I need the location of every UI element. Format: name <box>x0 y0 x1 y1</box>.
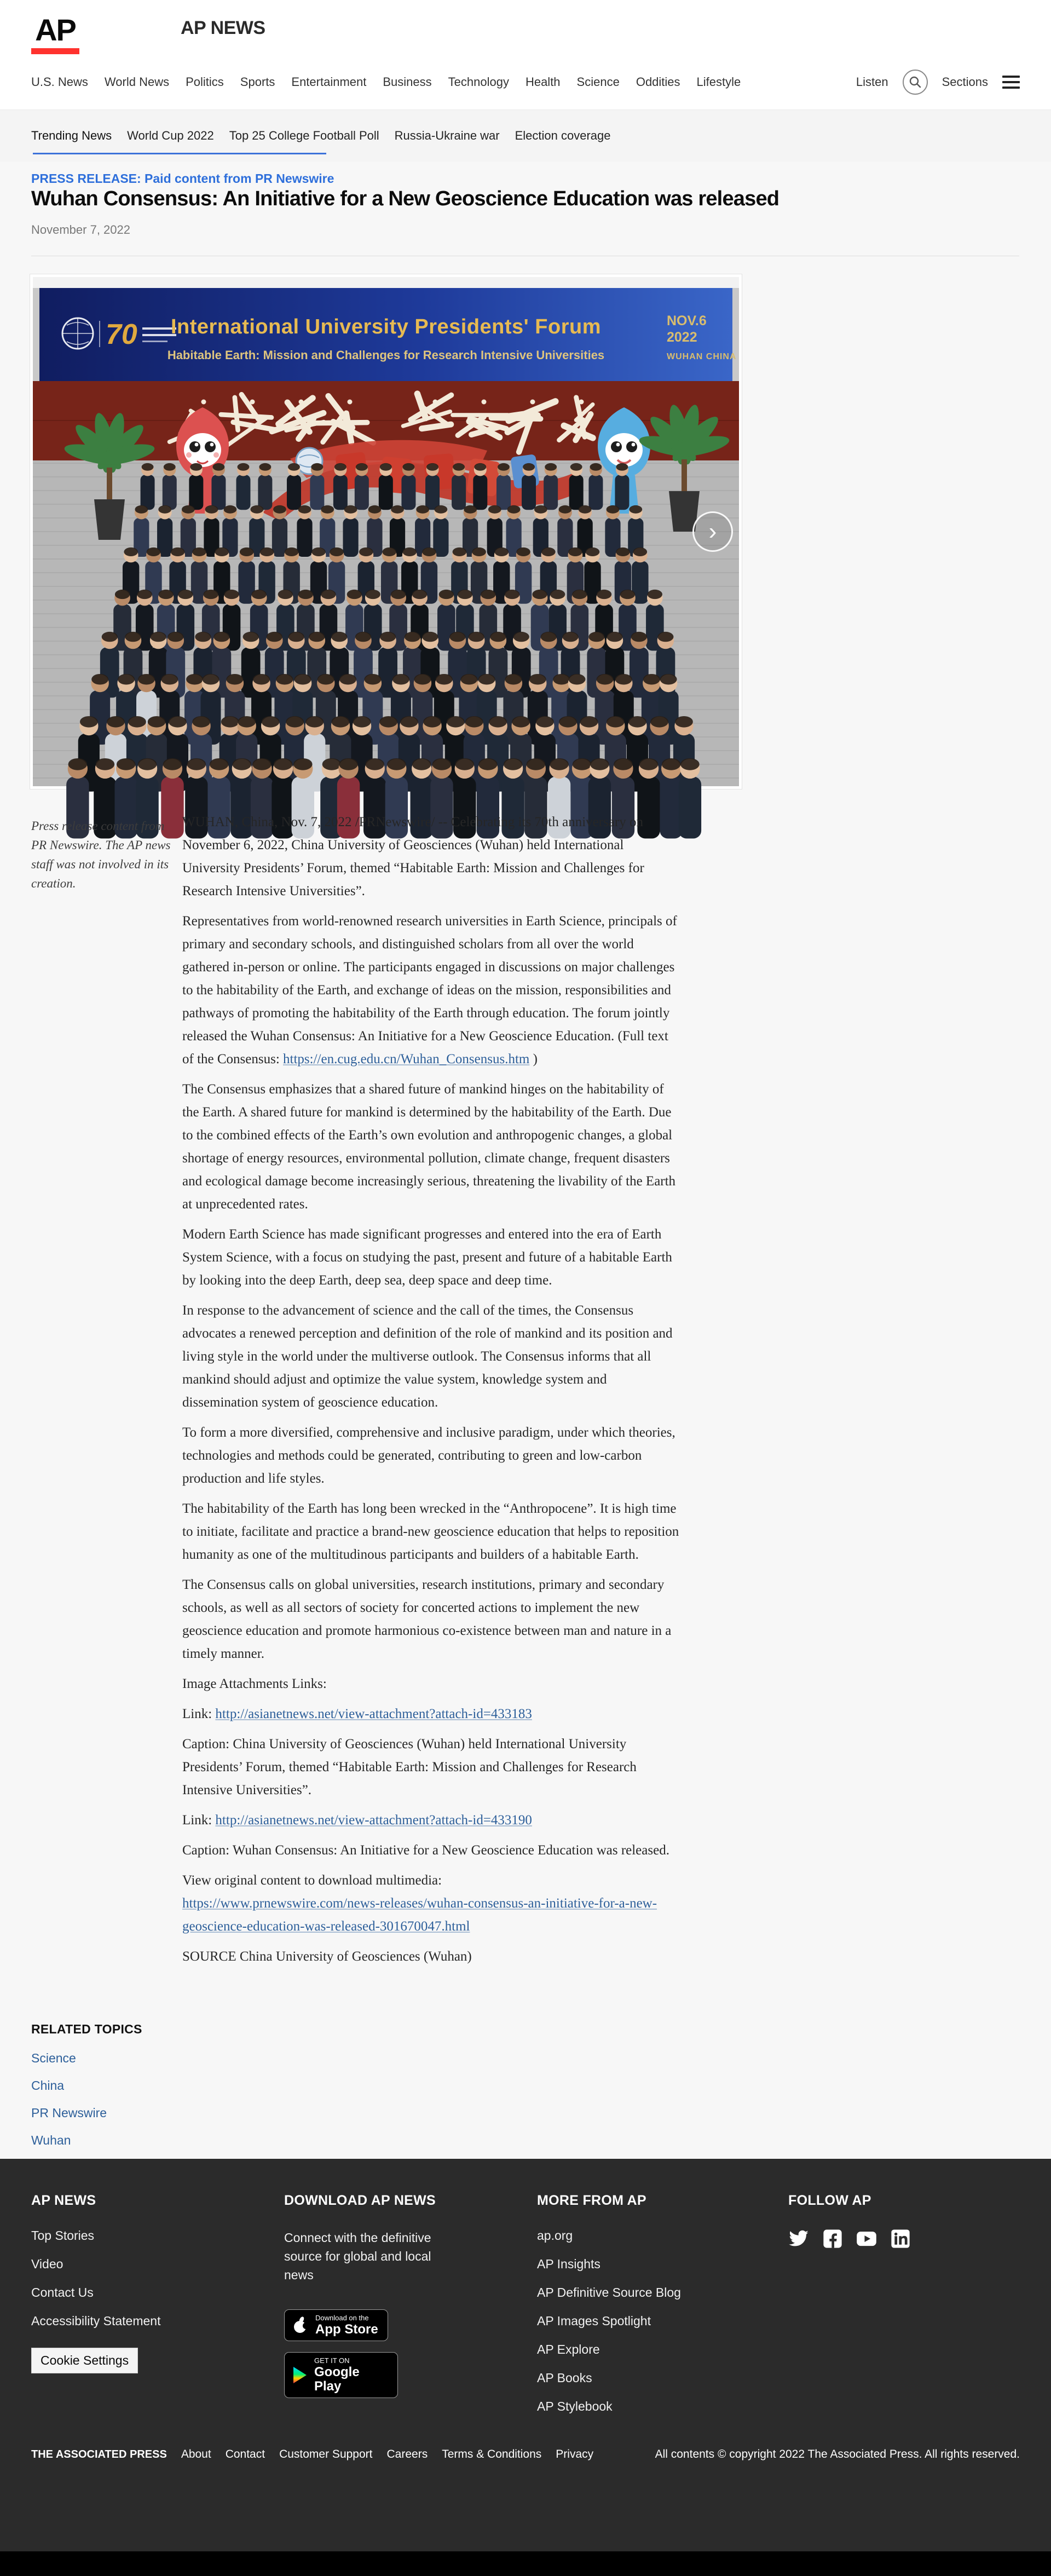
article-date: November 7, 2022 <box>31 223 130 237</box>
article-photo <box>30 274 742 789</box>
footer-col-more <box>537 2193 767 2428</box>
article-body <box>182 811 682 1975</box>
footer-bottom-link-customer-support[interactable]: Customer Support <box>279 2448 373 2460</box>
main-nav <box>0 55 1051 110</box>
youtube-icon[interactable] <box>856 2228 877 2252</box>
nav-right <box>856 70 1020 95</box>
banner-date-line2: 2022 <box>667 330 697 345</box>
footer-bottom-link-privacy[interactable]: Privacy <box>556 2448 594 2460</box>
sections-button[interactable]: Sections <box>942 75 988 89</box>
group-photo-illustration <box>33 277 739 786</box>
nav-item-lifestyle[interactable]: Lifestyle <box>696 75 741 89</box>
footer-link-ap-definitive-source-blog[interactable]: AP Definitive Source Blog <box>537 2285 681 2300</box>
footer-bottom-link-careers[interactable]: Careers <box>386 2448 428 2460</box>
footer-heading-follow: FOLLOW AP <box>788 2193 871 2208</box>
article-paragraph: Caption: China University of Geosciences (Wuhan) held International University Presidents’ Forum, themed “Habitable Earth: Mission and Challenges for Research Intensive Universities”. <box>182 1737 637 1797</box>
ap-logo-text: AP <box>35 12 76 47</box>
nav-item-entertainment[interactable]: Entertainment <box>291 75 367 89</box>
related-topic-china[interactable]: China <box>31 2078 65 2093</box>
footer-col-follow <box>788 2193 963 2252</box>
listen-button[interactable]: Listen <box>856 75 888 89</box>
footer-bottom-link-terms-conditions[interactable]: Terms & Conditions <box>442 2448 542 2460</box>
nav-items <box>31 75 741 89</box>
page-title: Wuhan Consensus: An Initiative for a New Geoscience Education was released <box>31 187 779 210</box>
press-release-kicker[interactable]: PRESS RELEASE: Paid content from PR Newswire <box>31 171 334 186</box>
footer-link-contact-us[interactable]: Contact Us <box>31 2285 94 2300</box>
footer-heading-download: DOWNLOAD AP NEWS <box>284 2193 436 2208</box>
nav-item-world-news[interactable]: World News <box>104 75 170 89</box>
banner-title: International University Presidents' Forum <box>171 315 601 338</box>
trending-item-election-coverage[interactable]: Election coverage <box>515 129 611 142</box>
footer-bottom-bar <box>31 2448 1020 2461</box>
footer-link-ap-org[interactable]: ap.org <box>537 2228 573 2243</box>
google-play-line2: Google Play <box>314 2365 360 2394</box>
related-topic-wuhan[interactable]: Wuhan <box>31 2133 71 2147</box>
article-paragraph: SOURCE China University of Geosciences (Wuhan) <box>182 1949 472 1964</box>
footer-link-accessibility-statement[interactable]: Accessibility Statement <box>31 2314 161 2328</box>
footer-link-ap-explore[interactable]: AP Explore <box>537 2342 600 2356</box>
ap-logo-red-bar <box>31 48 79 54</box>
search-button[interactable] <box>903 70 928 95</box>
nav-item-business[interactable]: Business <box>383 75 432 89</box>
banner-subtitle: Habitable Earth: Mission and Challenges for Research Intensive Universities <box>167 348 605 362</box>
apple-icon <box>292 2315 309 2335</box>
nav-item-sports[interactable]: Sports <box>240 75 275 89</box>
body-link[interactable]: https://www.prnewswire.com/news-releases/wuhan-consensus-an-initiative-for-a-new-geoscience-education-was-released-301670047.html <box>182 1896 657 1934</box>
footer-bottom-links <box>181 2448 593 2461</box>
nav-item-politics[interactable]: Politics <box>186 75 224 89</box>
footer-apnews-links <box>31 2228 250 2329</box>
footer-col-apnews <box>31 2193 250 2373</box>
footer-link-ap-books[interactable]: AP Books <box>537 2371 592 2385</box>
related-topic-pr-newswire[interactable]: PR Newswire <box>31 2106 107 2120</box>
nav-item-science[interactable]: Science <box>576 75 620 89</box>
site-footer <box>0 2159 1051 2551</box>
related-topics-heading: RELATED TOPICS <box>31 2022 142 2036</box>
article <box>0 162 1051 2159</box>
body-link[interactable]: https://en.cug.edu.cn/Wuhan_Consensus.htm <box>283 1052 530 1067</box>
pr-disclaimer: Press release content from PR Newswire. The AP news staff was not involved in its creation. <box>31 819 171 890</box>
facebook-icon[interactable] <box>822 2228 843 2252</box>
carousel-next-button[interactable] <box>692 511 733 552</box>
chevron-right-icon: › <box>708 518 717 545</box>
trending-label[interactable]: Trending News <box>31 129 112 142</box>
banner-date-line1: NOV.6 <box>667 313 707 329</box>
footer-link-ap-images-spotlight[interactable]: AP Images Spotlight <box>537 2314 651 2328</box>
cookie-settings-button[interactable]: Cookie Settings <box>31 2348 138 2373</box>
app-store-badge[interactable] <box>284 2309 388 2341</box>
article-paragraph: Caption: Wuhan Consensus: An Initiative for a New Geoscience Education was released. <box>182 1843 669 1858</box>
related-topics-links <box>31 2051 163 2175</box>
search-icon <box>908 74 923 90</box>
nav-item-technology[interactable]: Technology <box>448 75 509 89</box>
social-icons <box>788 2228 963 2252</box>
footer-heading-more: MORE FROM AP <box>537 2193 646 2208</box>
article-paragraph: Link: http://asianetnews.net/view-attachment?attach-id=433183 <box>182 1707 532 1721</box>
copyright-text: All contents © copyright 2022 The Associated Press. All rights reserved. <box>655 2448 1020 2460</box>
trending-underline <box>33 153 326 154</box>
footer-download-blurb: Connect with the definitive source for global and local news <box>284 2231 431 2282</box>
article-paragraph: The habitability of the Earth has long been wrecked in the “Anthropocene”. It is high time to initiate, facilitate and practice a brand-new geoscience education that helps to reposition humanity as one of the multitudinous participants and builders of a habitable Earth. <box>182 1501 679 1562</box>
app-store-line1: Download on the <box>315 2314 369 2322</box>
footer-more-links <box>537 2228 767 2414</box>
footer-heading-apnews: AP NEWS <box>31 2193 96 2208</box>
twitter-icon[interactable] <box>788 2228 809 2252</box>
google-play-badge[interactable] <box>284 2352 398 2398</box>
trending-item-world-cup-2022[interactable]: World Cup 2022 <box>127 129 214 142</box>
associated-press-brand[interactable]: THE ASSOCIATED PRESS <box>31 2448 167 2460</box>
article-paragraph: In response to the advancement of science and the call of the times, the Consensus advocates a renewed perception and definition of the role of mankind and its position and living style in the world under the multiverse outlook. The Consensus informs that all mankind should adjust and optimize the value system, knowledge system and dissemination system of geoscience education. <box>182 1303 673 1410</box>
footer-link-top-stories[interactable]: Top Stories <box>31 2228 95 2243</box>
ap-logo[interactable] <box>31 5 79 54</box>
footer-link-ap-stylebook[interactable]: AP Stylebook <box>537 2399 613 2413</box>
article-paragraph: View original content to download multimedia: https://www.prnewswire.com/news-releases/wuhan-consensus-an-initiative-for-a-new-geoscience-education-was-released-301670047.html <box>182 1873 657 1934</box>
app-store-line2: App Store <box>315 2322 378 2337</box>
body-link[interactable]: http://asianetnews.net/view-attachment?attach-id=433183 <box>215 1707 532 1721</box>
footer-col-download <box>284 2193 519 2409</box>
trending-items <box>127 129 610 143</box>
footer-bottom-link-contact[interactable]: Contact <box>225 2448 265 2460</box>
article-paragraph: The Consensus calls on global universities, research institutions, primary and secondary schools, as well as all sectors of society for concerted actions to implement the new geoscience education and promote harmonious co-existence between man and nature in a timely manner. <box>182 1577 672 1661</box>
article-paragraph: Modern Earth Science has made significant progresses and entered into the era of Earth System Science, with a focus on studying the past, present and future of a habitable Earth by looking into the deep Earth, deep sea, deep space and deep time. <box>182 1227 672 1288</box>
banner-date-line3: WUHAN CHINA <box>667 352 737 361</box>
footer-link-video[interactable]: Video <box>31 2257 63 2271</box>
article-paragraph: WUHAN, China, Nov. 7, 2022 /PRNewswire/ -- Celebrating its 70th anniversary on November 6, 2022, China University of Geosciences (Wuhan) held International University Presidents’ Forum, themed “Habitable Earth: Mission and Challenges for Research Intensive Universities”. <box>182 815 644 898</box>
article-paragraph: To form a more diversified, comprehensive and inclusive paradigm, under which theories, technologies and methods could be generated, contributing to green and low-carbon production and life styles. <box>182 1425 675 1486</box>
trending-bar <box>0 110 1051 162</box>
trending-item-top-25-college-football-poll[interactable]: Top 25 College Football Poll <box>229 129 379 142</box>
google-play-line1: GET IT ON <box>314 2356 350 2365</box>
body-link[interactable]: http://asianetnews.net/view-attachment?attach-id=433190 <box>215 1813 532 1828</box>
trending-item-russia-ukraine-war[interactable]: Russia-Ukraine war <box>394 129 500 142</box>
brand-wordmark[interactable]: AP NEWS <box>181 18 265 38</box>
article-paragraph: Image Attachments Links: <box>182 1676 327 1691</box>
google-play-icon <box>292 2366 308 2384</box>
bottom-black-strip <box>0 2551 1051 2576</box>
article-paragraph: Representatives from world-renowned research universities in Earth Science, principals of primary and secondary schools, and distinguished scholars from all over the world gathered in-person or online. The participants engaged in discussions on major challenges to the habitability of the Earth, and exchange of ideas on the mission, responsibilities and pathways of promoting the habitability of the Earth through education. The forum jointly released the Wuhan Consensus: An Initiative for a New Geoscience Education. (Full text of the Consensus: https://en.cug.edu.cn/Wuhan_Consensus.htm ) <box>182 914 677 1067</box>
article-paragraph: The Consensus emphasizes that a shared future of mankind hinges on the habitability of the Earth. A shared future for mankind is determined by the habitability of the Earth. Due to the combined effects of the Earth’s own evolution and anthropogenic changes, a global shortage of energy resources, environmental pollution, climate change, frequent disasters and ecological damage become increasingly serious, threatening the livability of the Earth at unprecedented rates. <box>182 1082 676 1212</box>
nav-item-oddities[interactable]: Oddities <box>636 75 680 89</box>
related-topic-science[interactable]: Science <box>31 2051 76 2065</box>
article-paragraph: Link: http://asianetnews.net/view-attachment?attach-id=433190 <box>182 1813 532 1828</box>
footer-bottom-link-about[interactable]: About <box>181 2448 211 2460</box>
footer-link-ap-insights[interactable]: AP Insights <box>537 2257 600 2271</box>
nav-item-u-s-news[interactable]: U.S. News <box>31 75 88 89</box>
menu-icon[interactable] <box>1002 76 1020 89</box>
forum-banner <box>39 288 736 381</box>
nav-item-health[interactable]: Health <box>525 75 561 89</box>
site-header <box>0 0 1051 55</box>
badge-70: 70 <box>106 319 137 350</box>
linkedin-icon[interactable] <box>890 2228 911 2252</box>
